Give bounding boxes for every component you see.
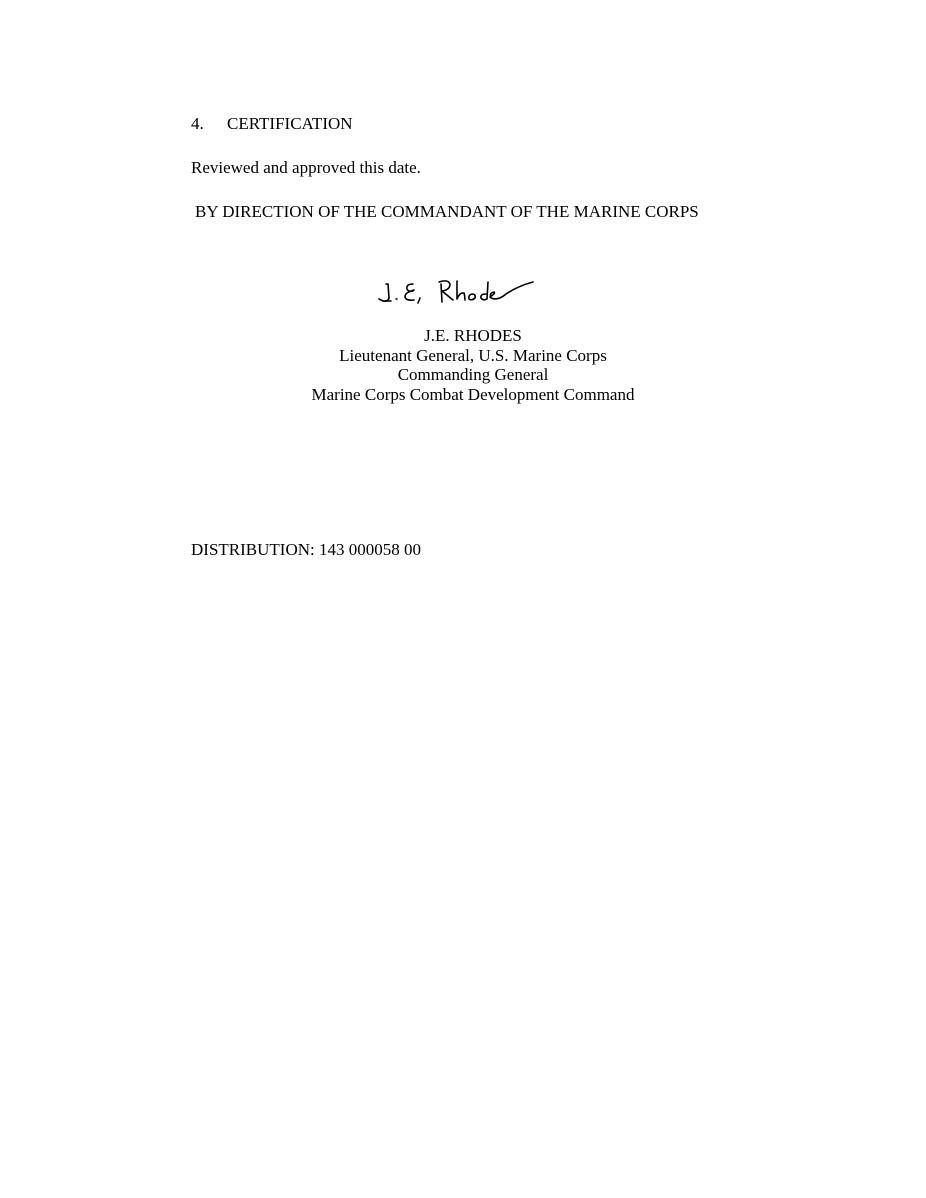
signature-block (283, 326, 663, 404)
signatory-position: Commanding General (397, 365, 549, 384)
handwritten-signature (368, 272, 558, 312)
distribution-statement: DISTRIBUTION: 143 000058 00 (191, 540, 421, 559)
section-heading (191, 114, 353, 134)
signatory-name: J.E. RHODES (424, 326, 522, 345)
approval-statement: Reviewed and approved this date. (191, 158, 421, 177)
direction-statement: BY DIRECTION OF THE COMMANDANT OF THE MARINE CORPS (195, 202, 699, 221)
signature-graphic (368, 272, 558, 312)
section-number: 4. (191, 114, 204, 133)
section-title: CERTIFICATION (227, 114, 353, 133)
signatory-command: Marine Corps Combat Development Command (311, 384, 635, 404)
signatory-rank: Lieutenant General, U.S. Marine Corps (339, 345, 607, 365)
